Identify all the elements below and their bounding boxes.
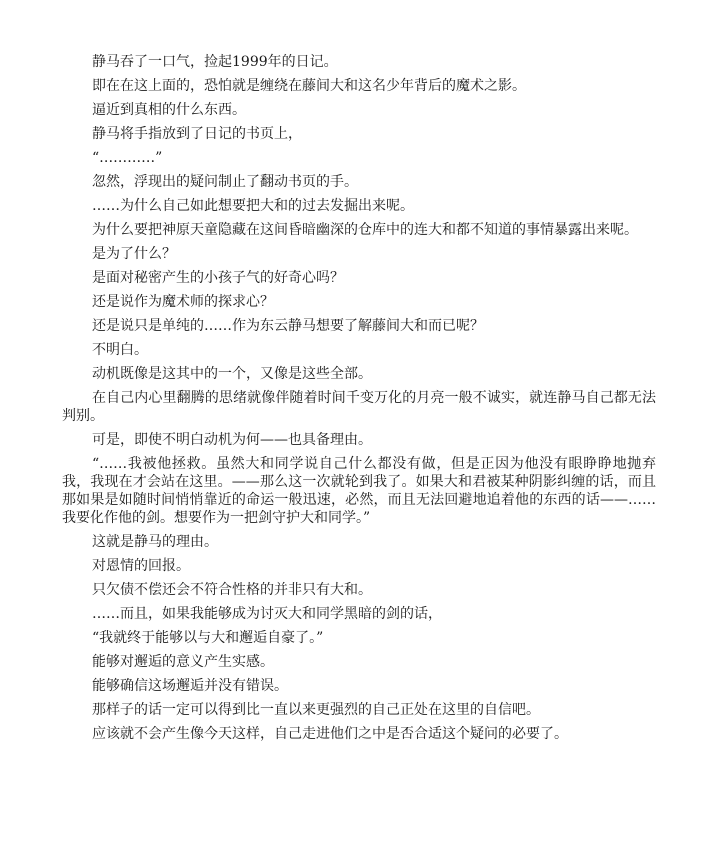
document-page xyxy=(62,53,656,749)
paragraph: 应该就不会产生像今天这样，自己走进他们之中是否合适这个疑问的必要了。 xyxy=(92,726,568,742)
paragraph: 动机既像是这其中的一个，又像是这些全部。 xyxy=(92,366,372,382)
paragraph: 忽然，浮现出的疑问制止了翻动书页的手。 xyxy=(92,174,358,190)
paragraph: ……为什么自己如此想要把大和的过去发掘出来呢。 xyxy=(92,198,414,214)
paragraph: 即在在这上面的，恐怕就是缠绕在藤间大和这名少年背后的魔术之影。 xyxy=(92,78,526,94)
paragraph: “…………” xyxy=(92,150,163,166)
paragraph: 是面对秘密产生的小孩子气的好奇心吗？ xyxy=(92,270,344,286)
paragraph: 在自己内心里翻腾的思绪就像伴随着时间千变万化的月亮一般不诚实，就连静马自己都无法判别。 xyxy=(62,390,656,424)
paragraph: 能够对邂逅的意义产生实感。 xyxy=(92,654,274,670)
paragraph: 静马将手指放到了日记的书页上， xyxy=(92,126,302,142)
paragraph: 是为了什么？ xyxy=(92,246,176,262)
paragraph: 可是，即使不明白动机为何——也具备理由。 xyxy=(92,432,372,448)
paragraph: 这就是静马的理由。 xyxy=(92,534,218,550)
paragraph: 对恩情的回报。 xyxy=(92,558,190,574)
paragraph: 逼近到真相的什么东西。 xyxy=(92,102,246,118)
paragraph: 为什么要把神原天童隐藏在这间昏暗幽深的仓库中的连大和都不知道的事情暴露出来呢。 xyxy=(92,222,638,238)
paragraph: 那样子的话一定可以得到比一直以来更强烈的自己正处在这里的自信吧。 xyxy=(92,702,540,718)
paragraph: 只欠债不偿还会不符合性格的并非只有大和。 xyxy=(92,582,372,598)
paragraph: “我就终于能够以与大和邂逅自豪了。” xyxy=(92,630,324,646)
paragraph: “……我被他拯救。虽然大和同学说自己什么都没有做，但是正因为他没有眼睁睁地抛弃我，我现在才会站在这里。——那么这一次就轮到我了。如果大和君被某种阴影纠缠的话，而且那如果是如随时间悄悄靠近的命运一般迅速，必然，而且无法回避地追着他的东西的话——……我要化作他的剑。想要作为一把剑守护大和同学。” xyxy=(62,456,656,526)
paragraph: 静马吞了一口气，捡起1999年的日记。 xyxy=(92,54,338,70)
paragraph: 还是说只是单纯的……作为东云静马想要了解藤间大和而已呢？ xyxy=(92,318,484,334)
paragraph: ……而且，如果我能够成为讨灭大和同学黑暗的剑的话， xyxy=(92,606,442,622)
paragraph: 还是说作为魔术师的探求心？ xyxy=(92,294,274,310)
paragraph: 不明白。 xyxy=(92,342,148,358)
paragraph: 能够确信这场邂逅并没有错误。 xyxy=(92,678,288,694)
